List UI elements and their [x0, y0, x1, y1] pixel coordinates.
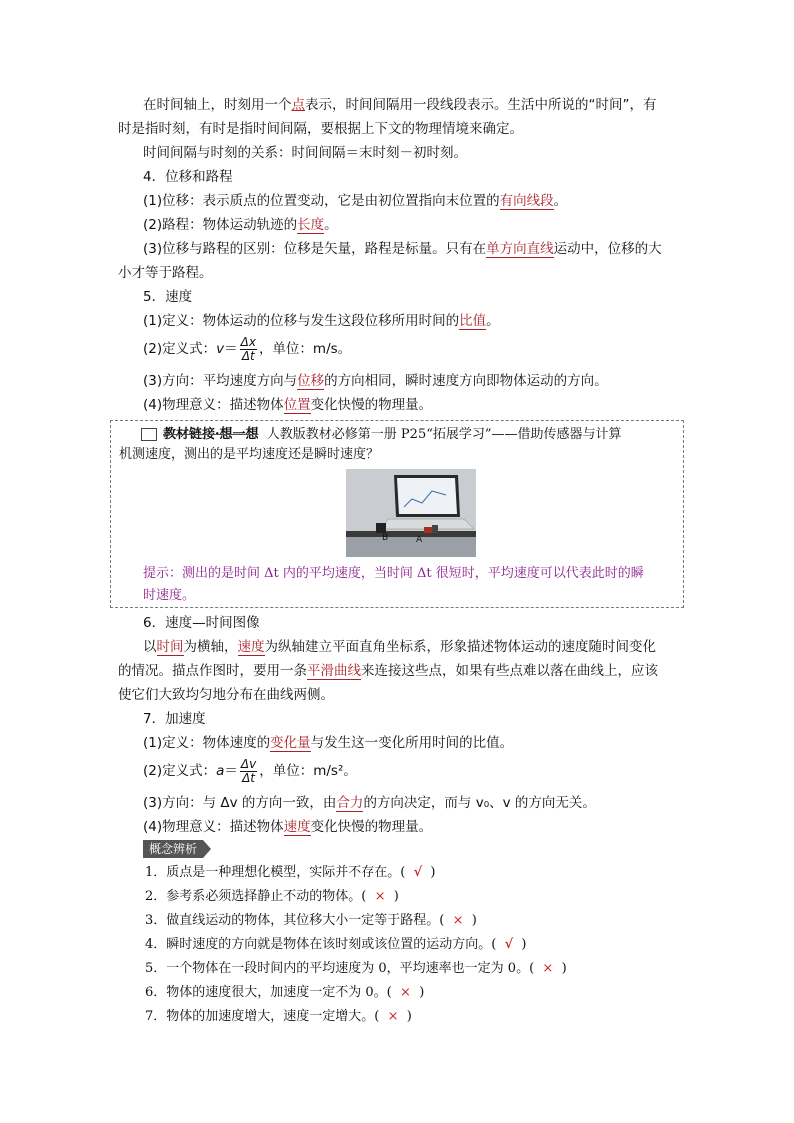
text: 表示，时间间隔用一段线段表示。生活中所说的“时间”，有: [305, 97, 657, 113]
close-paren: ): [521, 937, 527, 952]
concept-item: [145, 1008, 412, 1026]
numerator: Δx: [240, 334, 256, 349]
sec7-item3: [143, 794, 596, 812]
check-mark-icon: √: [504, 937, 514, 952]
section-7-title: 7．加速度: [143, 711, 206, 727]
text: 在时间轴上，时刻用一个: [143, 97, 292, 113]
box-question: 人教版教材必修第一册 P25“拓展学习”——借助传感器与计算: [266, 427, 622, 442]
text: (2)定义式：: [143, 341, 217, 357]
text: ，单位：m/s。: [258, 341, 352, 357]
text: (1)定义：物体运动的位移与发生这段位移所用时间的: [143, 313, 460, 329]
concept-item: [145, 984, 424, 1002]
fraction: [240, 758, 257, 785]
answer: 有向线段: [499, 193, 554, 209]
sec6-line2: [118, 662, 658, 680]
concept-item: [145, 888, 399, 906]
sec4-item1: [143, 192, 567, 210]
text: 为横轴，: [183, 639, 238, 655]
sec4-item3: [143, 240, 662, 258]
paragraph-time-line1: [143, 96, 657, 114]
sec6-line3: 使它们大致均匀地分布在曲线两侧。: [118, 687, 334, 703]
cross-mark-icon: ×: [542, 961, 554, 976]
sec7-item2: [143, 756, 357, 786]
text: (4)物理意义：描述物体: [143, 397, 284, 413]
item-text: 7．物体的加速度增大，速度一定增大。(: [145, 1009, 380, 1024]
text: 来连接这些点，如果有些点难以落在曲线上，应该: [361, 663, 658, 679]
label-b: B: [382, 533, 389, 543]
answer: 平滑曲线: [307, 663, 361, 679]
concept-item: [145, 912, 477, 930]
fraction: [240, 336, 257, 363]
close-paren: ): [561, 961, 567, 976]
text: 的情况。描点作图时，要用一条: [118, 663, 307, 679]
answer: 时间: [156, 639, 184, 655]
text: (2)定义式：: [143, 763, 217, 779]
label-a: A: [416, 535, 423, 545]
hint-text: [143, 563, 673, 607]
var: v: [216, 341, 225, 357]
cross-mark-icon: ×: [452, 913, 464, 928]
item-text: 1．质点是一种理想化模型，实际并不存在。(: [145, 865, 406, 880]
section-5-title: 5．速度: [143, 289, 193, 305]
text: 。: [553, 193, 568, 209]
text: 变化快慢的物理量。: [310, 397, 433, 413]
sec6-line1: [143, 638, 656, 656]
text: (3)方向：与 Δv 的方向一致，由: [143, 795, 337, 811]
sec5-item1: [143, 312, 500, 330]
section-6-title: 6．速度—时间图像: [143, 615, 260, 631]
answer: 单方向直线: [486, 241, 554, 257]
text: 变化快慢的物理量。: [310, 819, 433, 835]
item-text: 5．一个物体在一段时间内的平均速度为 0，平均速率也一定为 0。(: [145, 961, 535, 976]
textbook-link-box: [110, 420, 684, 608]
text: 的方向决定，而与 v₀、v 的方向无关。: [363, 795, 596, 811]
answer: 速度: [237, 639, 265, 655]
text: 为纵轴建立平面直角坐标系，形象描述物体运动的速度随时间变化: [264, 639, 656, 655]
answer: 位置: [283, 397, 311, 413]
text: 以: [143, 639, 157, 655]
close-paren: ): [393, 889, 399, 904]
item-text: 6．物体的速度很大，加速度一定不为 0。(: [145, 985, 392, 1000]
laptop-sensor-photo: [346, 469, 476, 557]
item-text: 3．做直线运动的物体，其位移大小一定等于路程。(: [145, 913, 445, 928]
close-paren: ): [430, 865, 436, 880]
sec7-item1: [143, 734, 513, 752]
answer: 速度: [283, 819, 311, 835]
text: (2)路程：物体运动轨迹的: [143, 217, 298, 233]
cross-mark-icon: ×: [400, 985, 411, 1000]
paragraph-time-line2: 时是指时刻，有时是指时间间隔，要根据上下文的物理情境来确定。: [118, 121, 523, 137]
sec4-item2: [143, 216, 338, 234]
concept-item: [145, 936, 527, 954]
cross-mark-icon: ×: [374, 889, 386, 904]
text: ＝: [224, 341, 238, 357]
concept-tag: 概念辨析: [143, 840, 203, 858]
answer: 比值: [459, 313, 487, 329]
concept-item: [145, 960, 567, 978]
text: 与发生这一变化所用时间的比值。: [310, 735, 514, 751]
hint-line1: 提示：测出的是时间 Δt 内的平均速度，当时间 Δt 很短时，平均速度可以代表此时的瞬: [143, 566, 644, 581]
denominator: Δt: [242, 770, 256, 785]
var: a: [216, 763, 225, 779]
laptop-illustration: [346, 469, 476, 557]
sec7-item4: [143, 818, 432, 836]
text: (1)位移：表示质点的位置变动，它是由初位置指向末位置的: [143, 193, 500, 209]
item-text: 2．参考系必须选择静止不动的物体。(: [145, 889, 367, 904]
answer: 长度: [297, 217, 325, 233]
answer: 变化量: [270, 735, 311, 751]
hint-line2: 时速度。: [143, 588, 196, 603]
box-question-cont: 机测速度，测出的是平均速度还是瞬时速度？: [119, 447, 380, 462]
sec5-item2: [143, 334, 351, 364]
check-mark-icon: √: [413, 865, 423, 880]
cross-mark-icon: ×: [387, 1009, 399, 1024]
answer: 位移: [297, 373, 325, 389]
numerator: Δv: [240, 756, 257, 771]
text: ，单位：m/s²。: [259, 763, 357, 779]
text: ＝: [224, 763, 238, 779]
concept-item: [145, 864, 436, 882]
text: 运动中，位移的大: [553, 241, 662, 257]
close-paren: ): [471, 913, 477, 928]
box-label: 教材链接·想一想: [163, 427, 259, 442]
sec5-item4: [143, 396, 432, 414]
text: (1)定义：物体速度的: [143, 735, 271, 751]
text: 。: [486, 313, 500, 329]
denominator: Δt: [241, 348, 255, 363]
sec5-item3: [143, 372, 608, 390]
sec4-item3-cont: 小才等于路程。: [118, 265, 213, 281]
text: 。: [324, 217, 338, 233]
text: 的方向相同，瞬时速度方向即物体运动的方向。: [324, 373, 608, 389]
close-paren: ): [419, 985, 425, 1000]
book-icon: [141, 428, 157, 441]
box-header: [119, 425, 679, 465]
section-4-title: 4．位移和路程: [143, 169, 233, 185]
text: (3)方向：平均速度方向与: [143, 373, 298, 389]
text: (3)位移与路程的区别：位移是矢量，路程是标量。只有在: [143, 241, 487, 257]
item-text: 4．瞬时速度的方向就是物体在该时刻或该位置的运动方向。(: [145, 937, 497, 952]
answer: 合力: [336, 795, 364, 811]
close-paren: ): [406, 1009, 412, 1024]
text: (4)物理意义：描述物体: [143, 819, 284, 835]
paragraph-interval-relation: 时间间隔与时刻的关系：时间间隔＝末时刻－初时刻。: [143, 145, 467, 161]
answer-point: 点: [291, 97, 305, 113]
